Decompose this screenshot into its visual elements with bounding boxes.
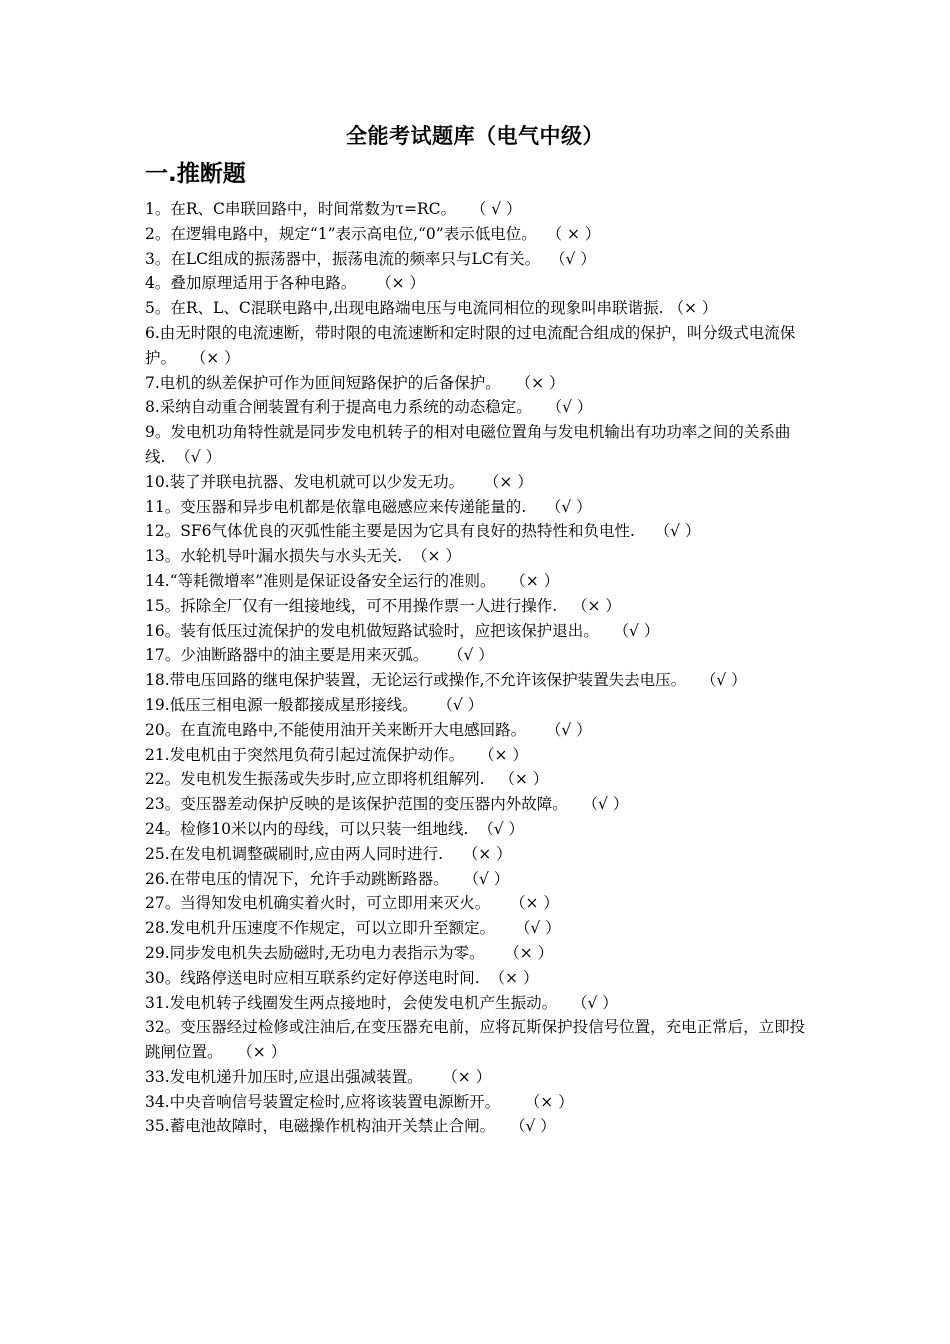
question-number: 20。 — [145, 720, 181, 739]
question-item — [145, 371, 810, 396]
question-item — [145, 668, 810, 693]
question-item — [145, 420, 810, 470]
question-item — [145, 693, 810, 718]
question-text: 发电机转子线圈发生两点接地时，会使发电机产生振动。 — [169, 993, 558, 1012]
document-title: 全能考试题库（电气中级） — [346, 124, 604, 148]
question-text: 水轮机导叶漏水损失与水头无关. — [180, 547, 403, 566]
question-item — [145, 941, 810, 966]
question-item — [145, 519, 810, 544]
question-text: 电机的纵差保护可作为匝间短路保护的后备保护。 — [159, 373, 501, 392]
question-answer: （√ ） — [634, 522, 701, 541]
question-text: 由无时限的电流速断，带时限的电流速断和定时限的过电流配合组成的保护，叫分级式电流保护。 — [145, 323, 796, 367]
question-number: 6. — [145, 323, 160, 342]
question-item — [145, 891, 810, 916]
question-item — [145, 643, 810, 668]
question-answer: （× ） — [490, 894, 559, 913]
question-text: 叠加原理适用于各种电路。 — [170, 274, 357, 293]
question-item — [145, 718, 810, 743]
question-text: 中央音响信号装置定检时,应将该装置电源断开。 — [169, 1092, 501, 1111]
question-text: 装有低压过流保护的发电机做短路试验时，应把该保护退出。 — [180, 621, 599, 640]
question-number: 19. — [145, 695, 170, 714]
question-text: 在R、C串联回路中，时间常数为τ=RC。 — [170, 200, 456, 218]
question-number: 17。 — [145, 646, 181, 665]
question-item — [145, 817, 810, 842]
question-text: 在逻辑电路中，规定“1”表示高电位,“0”表示低电位。 — [170, 224, 537, 243]
question-number: 15。 — [145, 596, 181, 615]
question-item — [145, 1065, 810, 1090]
question-text: 装了并联电抗器、发电机就可以少发无功。 — [169, 472, 465, 491]
question-item — [145, 247, 810, 272]
question-answer: （√ ） — [557, 993, 618, 1012]
question-answer: （√ ） — [165, 447, 222, 466]
question-item — [145, 222, 810, 247]
question-number: 2。 — [145, 224, 171, 243]
question-number: 34. — [145, 1092, 170, 1111]
question-answer: （√ ） — [531, 398, 593, 417]
question-item — [145, 916, 810, 941]
question-text: SF6气体优良的灭弧性能主要是因为它具有良好的热特性和负电性. — [180, 522, 635, 541]
question-item — [145, 743, 810, 768]
question-item — [145, 792, 810, 817]
question-answer: （√ ） — [417, 695, 484, 714]
question-text: 发电机递升加压时,应退出强减装置。 — [169, 1067, 423, 1086]
question-answer: （√ ） — [495, 919, 561, 938]
question-text: 在发电机调整碳刷时,应由两人同时进行. — [169, 844, 444, 863]
question-text: 蓄电池故障时，电磁操作机构油开关禁止合闸。 — [169, 1117, 496, 1136]
question-number: 7. — [145, 373, 160, 392]
question-item — [145, 991, 810, 1016]
question-number: 22。 — [145, 770, 181, 789]
question-answer: （× ） — [402, 547, 461, 566]
question-answer: （√ ） — [567, 795, 629, 814]
question-item — [145, 296, 810, 321]
question-answer: （√ ） — [428, 646, 494, 665]
question-number: 13。 — [145, 547, 181, 566]
question-number: 1。 — [145, 200, 171, 218]
question-item — [145, 470, 810, 495]
question-number: 30。 — [145, 968, 181, 987]
question-answer: （× ） — [176, 348, 240, 367]
question-answer: （√ ） — [448, 869, 510, 888]
question-text: 拆除全厂仅有一组接地线，可不用操作票一人进行操作. — [180, 596, 558, 615]
question-answer: （× ） — [464, 472, 533, 491]
question-item — [145, 619, 810, 644]
section-heading: 一.推断题 — [145, 161, 246, 187]
question-answer: （× ） — [500, 1092, 574, 1111]
question-text: 在LC组成的振荡器中，振荡电流的频率只与LC有关。 — [170, 249, 541, 268]
question-text: 变压器经过检修或注油后,在变压器充电前，应将瓦斯保护投信号位置，充电正常后，立即投跳闸位置。 — [145, 1018, 806, 1062]
question-answer: （× ） — [479, 968, 539, 987]
question-number: 35. — [145, 1117, 170, 1136]
question-answer: （× ） — [356, 274, 426, 293]
question-number: 3。 — [145, 249, 171, 268]
question-item — [145, 544, 810, 569]
question-answer: （ √ ） — [456, 200, 522, 218]
question-answer: （× ） — [557, 596, 621, 615]
question-number: 8. — [145, 398, 160, 417]
question-answer: （√ ） — [598, 621, 660, 640]
question-text: 少油断路器中的油主要是用来灭弧。 — [180, 646, 429, 665]
question-text: 变压器和异步电机都是依靠电磁感应来传递能量的. — [180, 497, 527, 516]
question-number: 32。 — [145, 1018, 181, 1037]
question-number: 16。 — [145, 621, 181, 640]
question-answer: （× ） — [663, 299, 718, 318]
question-list — [145, 197, 810, 1139]
question-text: 线路停送电时应相互联系约定好停送电时间. — [180, 968, 480, 987]
question-answer: （× ） — [422, 1067, 492, 1086]
question-number: 12。 — [145, 522, 181, 541]
question-number: 5。 — [145, 299, 171, 318]
question-item — [145, 1015, 810, 1065]
question-answer: （× ） — [484, 770, 549, 789]
question-text: 变压器差动保护反映的是该保护范围的变压器内外故障。 — [180, 795, 568, 814]
question-number: 27。 — [145, 894, 181, 913]
question-number: 11。 — [145, 497, 181, 516]
question-text: 在R、L、C混联电路中,出现电路端电压与电流同相位的现象叫串联谐振. — [170, 299, 664, 318]
question-text: 检修10米以内的母线，可以只装一组地线. — [180, 819, 469, 838]
question-number: 25. — [145, 844, 170, 863]
question-answer: （× ） — [500, 373, 565, 392]
question-number: 26. — [145, 869, 170, 888]
question-text: 发电机升压速度不作规定，可以立即升至额定。 — [169, 919, 496, 938]
question-number: 21. — [145, 745, 170, 764]
question-number: 33. — [145, 1067, 170, 1086]
question-text: 在带电压的情况下，允许手动跳断路器。 — [169, 869, 449, 888]
question-answer: （√ ） — [468, 819, 525, 838]
question-item — [145, 594, 810, 619]
question-item — [145, 867, 810, 892]
question-answer: （× ） — [495, 571, 560, 590]
question-text: 低压三相电源一般都接成星形接线。 — [169, 695, 418, 714]
question-item — [145, 1090, 810, 1115]
question-item — [145, 197, 810, 222]
question-answer: （√ ） — [495, 1117, 556, 1136]
question-number: 4。 — [145, 274, 171, 293]
question-number: 29. — [145, 943, 170, 962]
question-item — [145, 842, 810, 867]
question-item — [145, 767, 810, 792]
question-number: 9。 — [145, 423, 171, 442]
question-answer: （× ） — [484, 943, 554, 962]
question-item — [145, 271, 810, 296]
question-number: 10. — [145, 472, 170, 491]
question-item — [145, 966, 810, 991]
question-text: 在直流电路中,不能使用油开关来断开大电感回路。 — [180, 720, 527, 739]
question-text: 发电机发生振荡或失步时,应立即将机组解列. — [180, 770, 485, 789]
question-item — [145, 395, 810, 420]
question-answer: （× ） — [464, 745, 528, 764]
question-answer: （ × ） — [536, 224, 601, 243]
question-item — [145, 569, 810, 594]
question-answer: （× ） — [222, 1043, 287, 1062]
question-answer: （√ ） — [526, 497, 592, 516]
question-text: 同步发电机失去励磁时,无功电力表指示为零。 — [169, 943, 485, 962]
question-text: 发电机功角特性就是同步发电机转子的相对电磁位置角与发电机输出有功功率之间的关系曲线. — [145, 423, 791, 466]
question-number: 18. — [145, 671, 170, 690]
question-text: 采纳自动重合闸装置有利于提高电力系统的动态稳定。 — [159, 398, 532, 417]
question-text: 带电压回路的继电保护装置，无论运行或操作,不允许该保护装置失去电压。 — [169, 671, 687, 690]
question-text: “等耗微增率”准则是保证设备安全运行的准则。 — [169, 571, 496, 590]
question-number: 31. — [145, 993, 170, 1012]
question-number: 24。 — [145, 819, 181, 838]
question-answer: （√ ） — [540, 249, 596, 268]
question-number: 23。 — [145, 795, 181, 814]
question-item — [145, 321, 810, 371]
question-item — [145, 1114, 810, 1139]
question-item — [145, 495, 810, 520]
question-number: 28. — [145, 919, 170, 938]
question-text: 发电机由于突然甩负荷引起过流保护动作。 — [169, 745, 465, 764]
question-answer: （√ ） — [686, 671, 747, 690]
question-text: 当得知发电机确实着火时，可立即用来灭火。 — [180, 894, 491, 913]
question-answer: （√ ） — [526, 720, 592, 739]
question-answer: （× ） — [443, 844, 512, 863]
question-number: 14. — [145, 571, 170, 590]
